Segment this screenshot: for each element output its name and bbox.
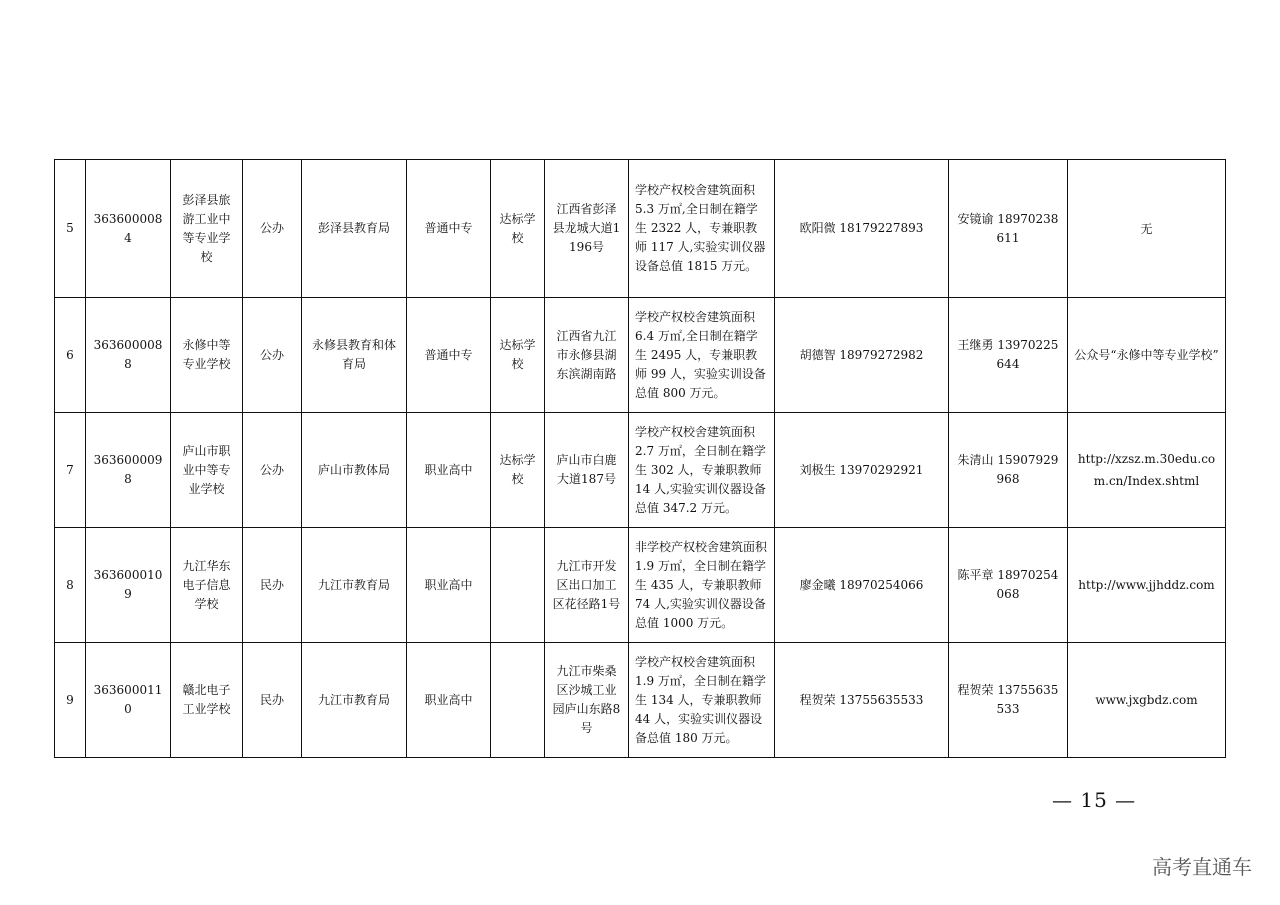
- school-description: 学校产权校舍建筑面积 6.4 万㎡,全日制在籍学生 2495 人，专兼职教师 99 人，实验实训设备总值 800 万元。: [629, 298, 775, 413]
- school-name: 九江华东电子信息学校: [171, 528, 243, 643]
- table-row: [55, 298, 1226, 413]
- school-type: 公办: [243, 413, 302, 528]
- school-type: 公办: [243, 298, 302, 413]
- school-website[interactable]: http://www.jjhddz.com: [1068, 528, 1226, 643]
- school-list-table: [54, 159, 1226, 758]
- school-name: 赣北电子工业学校: [171, 643, 243, 758]
- school-category: 普通中专: [407, 298, 491, 413]
- contact-person: 胡德智 18979272982: [775, 298, 949, 413]
- school-category: 职业高中: [407, 413, 491, 528]
- school-address: 九江市柴桑区沙城工业园庐山东路8号: [545, 643, 629, 758]
- supervising-authority: 庐山市教体局: [302, 413, 407, 528]
- school-description: 学校产权校舍建筑面积 5.3 万㎡,全日制在籍学生 2322 人，专兼职教师 117 人,实验实训仪器设备总值 1815 万元。: [629, 160, 775, 298]
- school-type: 公办: [243, 160, 302, 298]
- page-number: — 15 —: [1052, 788, 1137, 812]
- school-address: 九江市开发区出口加工区花径路1号: [545, 528, 629, 643]
- standard-status: 达标学校: [491, 160, 545, 298]
- school-code: 3636000084: [86, 160, 171, 298]
- principal-contact: 安镜谕 18970238611: [949, 160, 1068, 298]
- table-row: [55, 643, 1226, 758]
- school-name: 永修中等专业学校: [171, 298, 243, 413]
- principal-contact: 王继勇 13970225644: [949, 298, 1068, 413]
- table-row: [55, 160, 1226, 298]
- school-code: 3636000088: [86, 298, 171, 413]
- supervising-authority: 彭泽县教育局: [302, 160, 407, 298]
- school-address: 庐山市白鹿大道187号: [545, 413, 629, 528]
- contact-person: 程贺荣 13755635533: [775, 643, 949, 758]
- standard-status: [491, 643, 545, 758]
- row-number: 8: [55, 528, 86, 643]
- school-category: 职业高中: [407, 643, 491, 758]
- school-address: 江西省彭泽县龙城大道1196号: [545, 160, 629, 298]
- school-website[interactable]: www.jxgbdz.com: [1068, 643, 1226, 758]
- standard-status: 达标学校: [491, 298, 545, 413]
- contact-person: 刘极生 13970292921: [775, 413, 949, 528]
- school-description: 学校产权校舍建筑面积 1.9 万㎡，全日制在籍学生 134 人，专兼职教师 44 人，实验实训仪器设备总值 180 万元。: [629, 643, 775, 758]
- school-name: 庐山市职业中等专业学校: [171, 413, 243, 528]
- school-website: 公众号“永修中等专业学校”: [1068, 298, 1226, 413]
- school-type: 民办: [243, 528, 302, 643]
- supervising-authority: 九江市教育局: [302, 643, 407, 758]
- row-number: 6: [55, 298, 86, 413]
- school-code: 3636000109: [86, 528, 171, 643]
- principal-contact: 朱清山 15907929968: [949, 413, 1068, 528]
- principal-contact: 陈平章 18970254068: [949, 528, 1068, 643]
- supervising-authority: 永修县教育和体育局: [302, 298, 407, 413]
- table-row: [55, 413, 1226, 528]
- school-category: 职业高中: [407, 528, 491, 643]
- row-number: 7: [55, 413, 86, 528]
- contact-person: 廖金曦 18970254066: [775, 528, 949, 643]
- row-number: 5: [55, 160, 86, 298]
- supervising-authority: 九江市教育局: [302, 528, 407, 643]
- contact-person: 欧阳微 18179227893: [775, 160, 949, 298]
- school-description: 非学校产权校舍建筑面积 1.9 万㎡，全日制在籍学生 435 人，专兼职教师 74 人,实验实训仪器设备总值 1000 万元。: [629, 528, 775, 643]
- school-description: 学校产权校舍建筑面积 2.7 万㎡，全日制在籍学生 302 人，专兼职教师 14 人,实验实训仪器设备总值 347.2 万元。: [629, 413, 775, 528]
- table-row: [55, 528, 1226, 643]
- school-website[interactable]: http://xzsz.m.30edu.com.cn/Index.shtml: [1068, 413, 1226, 528]
- school-code: 3636000110: [86, 643, 171, 758]
- standard-status: 达标学校: [491, 413, 545, 528]
- school-type: 民办: [243, 643, 302, 758]
- school-code: 3636000098: [86, 413, 171, 528]
- school-category: 普通中专: [407, 160, 491, 298]
- school-name: 彭泽县旅游工业中等专业学校: [171, 160, 243, 298]
- watermark-text: 高考直通车: [1152, 855, 1252, 879]
- school-website: 无: [1068, 160, 1226, 298]
- row-number: 9: [55, 643, 86, 758]
- standard-status: [491, 528, 545, 643]
- school-address: 江西省九江市永修县湖东滨湖南路: [545, 298, 629, 413]
- principal-contact: 程贺荣 13755635533: [949, 643, 1068, 758]
